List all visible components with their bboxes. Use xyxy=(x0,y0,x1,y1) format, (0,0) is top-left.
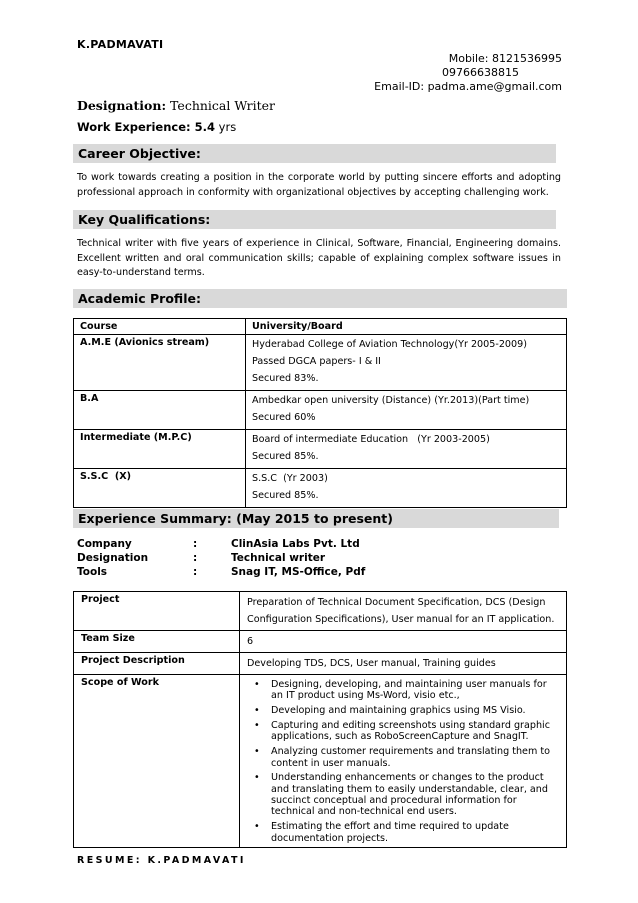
tools-value: Snag IT, MS-Office, Pdf xyxy=(231,566,366,578)
experience-summary-heading: Experience Summary: (May 2015 to present) xyxy=(73,509,559,528)
project-description-label: Project Description xyxy=(74,653,240,675)
tools-row xyxy=(77,566,365,578)
designation-row-colon: : xyxy=(193,552,198,564)
work-experience-label: Work Experience: 5.4 xyxy=(77,120,215,134)
work-experience-line xyxy=(77,120,236,134)
designation-row-label: Designation xyxy=(77,552,149,564)
tools-label: Tools xyxy=(77,566,108,578)
course-cell: Intermediate (M.P.C) xyxy=(74,430,246,469)
board-cell xyxy=(246,469,567,508)
scope-list xyxy=(247,679,560,844)
company-value: ClinAsia Labs Pvt. Ltd xyxy=(231,538,360,550)
career-objective-text: To work towards creating a position in the corporate world by putting sincere efforts and adopting professional approach in conformity with organizational objectives by accepting challenging work. xyxy=(77,172,561,198)
company-colon: : xyxy=(193,538,198,550)
table-row xyxy=(74,335,567,391)
table-row xyxy=(74,653,567,675)
project-description-value: Developing TDS, DCS, User manual, Training guides xyxy=(240,653,567,675)
company-label: Company xyxy=(77,538,132,550)
list-item: • Designing, developing, and maintaining user manuals for an IT product using Ms-Word, visio etc., xyxy=(271,679,560,702)
designation-row xyxy=(77,552,325,564)
board-header: University/Board xyxy=(246,319,567,335)
company-row xyxy=(77,538,360,550)
board-line: Secured 60% xyxy=(252,412,316,423)
table-row xyxy=(74,319,567,335)
table-row xyxy=(74,631,567,653)
designation-line xyxy=(77,98,275,113)
course-header: Course xyxy=(74,319,246,335)
mobile-number: Mobile: 8121536995 xyxy=(448,52,562,65)
course-cell: A.M.E (Avionics stream) xyxy=(74,335,246,391)
candidate-name: K.PADMAVATI xyxy=(77,38,164,51)
list-item: • Capturing and editing screenshots using standard graphic applications, such as RoboScreenCapture and SnagIT. xyxy=(271,720,560,743)
board-line: Passed DGCA papers- I & II xyxy=(252,356,381,367)
tools-colon: : xyxy=(193,566,198,578)
list-item: • Analyzing customer requirements and translating them to content in user manuals. xyxy=(271,746,560,769)
mobile-number-alt: 09766638815 xyxy=(442,66,519,79)
designation-row-value: Technical writer xyxy=(231,552,326,564)
board-line: Board of intermediate Education (Yr 2003-2005) xyxy=(252,434,490,445)
footer: RESUME: K.PADMAVATI xyxy=(77,855,246,866)
key-qualifications-text: Technical writer with five years of experience in Clinical, Software, Financial, Engineering domains. Excellent written and oral communication skills; capable of explaining complex software issues in easy-to-understand terms. xyxy=(77,238,561,279)
project-label: Project xyxy=(74,592,240,631)
table-row xyxy=(74,469,567,508)
designation-value: Technical Writer xyxy=(166,98,275,113)
project-table xyxy=(73,591,567,848)
table-row xyxy=(74,430,567,469)
academic-table xyxy=(73,318,567,508)
course-cell: S.S.C (X) xyxy=(74,469,246,508)
scope-of-work-cell xyxy=(240,675,567,848)
key-qualifications-heading: Key Qualifications: xyxy=(73,210,556,229)
project-value: Preparation of Technical Document Specification, DCS (Design Configuration Specifications), User manual for an IT application. xyxy=(240,592,567,631)
board-cell xyxy=(246,391,567,430)
list-item: • Developing and maintaining graphics using MS Visio. xyxy=(271,705,560,716)
board-cell xyxy=(246,430,567,469)
table-row xyxy=(74,391,567,430)
course-cell: B.A xyxy=(74,391,246,430)
team-size-value: 6 xyxy=(240,631,567,653)
table-row xyxy=(74,675,567,848)
scope-of-work-label: Scope of Work xyxy=(74,675,240,848)
board-line: Secured 85%. xyxy=(252,451,319,462)
work-experience-unit: yrs xyxy=(215,120,237,134)
academic-profile-heading: Academic Profile: xyxy=(73,289,567,308)
board-line: Hyderabad College of Aviation Technology(Yr 2005-2009) xyxy=(252,339,527,350)
board-cell xyxy=(246,335,567,391)
email: Email-ID: padma.ame@gmail.com xyxy=(374,80,562,93)
board-line: Secured 83%. xyxy=(252,373,319,384)
list-item: • Estimating the effort and time required to update documentation projects. xyxy=(271,821,560,844)
board-line: Ambedkar open university (Distance) (Yr.2013)(Part time) xyxy=(252,395,530,406)
board-line: S.S.C (Yr 2003) xyxy=(252,473,328,484)
list-item: • Understanding enhancements or changes to the product and translating them to easily understandable, clear, and succinct conceptual and procedural information for technical and non-technical end users. xyxy=(271,772,560,817)
board-line: Secured 85%. xyxy=(252,490,319,501)
designation-label: Designation: xyxy=(77,98,167,113)
table-row xyxy=(74,592,567,631)
career-objective-heading: Career Objective: xyxy=(73,144,556,163)
team-size-label: Team Size xyxy=(74,631,240,653)
